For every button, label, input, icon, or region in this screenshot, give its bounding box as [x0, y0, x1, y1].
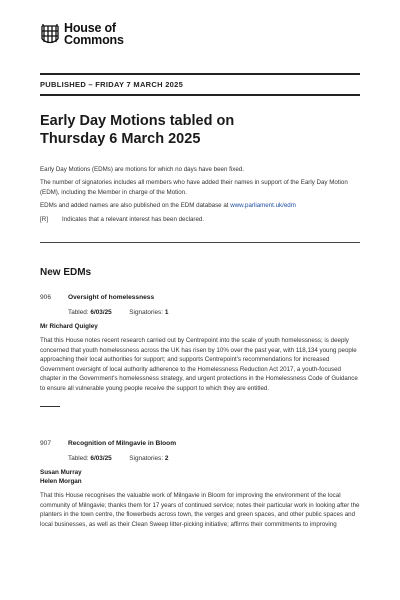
edm-906 [40, 294, 360, 407]
motion-meta [68, 309, 360, 316]
motion-body: That this House notes recent research carried out by Centrepoint into the scale of youth homelessness; is deeply concerned that youth homelessness across the UK has risen by 10% over the past year, with 118,134 young people approaching their local authorities for support; and supports Centrepoint's recommendations for increased Government oversight of local authority adherence to the Homelessness Reduction Act 2017, a youth-focused chapter in the Government's homelessness strategy, and urgent protections in the Homelessness Code of Guidance to ensure all vulnerable young people receive the support to which they are entitled. [40, 337, 358, 392]
document-title [40, 112, 360, 148]
relevant-interest-tag: [R] [40, 215, 48, 223]
relevant-interest-text: Indicates that a relevant interest has been declared. [62, 215, 205, 223]
signatories-label: Signatories: [129, 309, 164, 316]
motion-header [40, 440, 360, 450]
published-date: PUBLISHED – FRIDAY 7 MARCH 2025 [40, 80, 184, 89]
motion-divider [40, 406, 60, 407]
intro-edm-text: EDMs and added names are also published on the EDM database at [40, 202, 231, 210]
motion-header [40, 294, 360, 304]
member-name: Mr Richard Quigley [40, 323, 98, 330]
intro-paragraph-1: Early Day Motions (EDMs) are motions for which no days have been fixed. [40, 166, 244, 173]
title-line-2: Thursday 6 March 2025 [40, 131, 201, 147]
motion-title[interactable]: Oversight of homelessness [68, 294, 155, 301]
motion-number: 907 [40, 440, 52, 447]
signatories-label: Signatories: [129, 455, 164, 462]
header-bottom-rule [40, 94, 360, 96]
relevant-interest-note [40, 215, 360, 224]
member-name: Helen Morgan [40, 478, 82, 485]
tabled-date: 6/03/25 [90, 309, 112, 316]
signatories-count: 2 [164, 455, 169, 462]
logo-line-1: House of [64, 21, 116, 35]
logo-wordmark [64, 22, 124, 46]
motion-members [40, 468, 360, 486]
motion-title[interactable]: Recognition of Milngavie in Bloom [68, 440, 177, 447]
header-top-rule [40, 73, 360, 75]
motion-body: That this House recognises the valuable work of Milngavie in Bloom for improving the environment of the local community of Milngavie; thanks them for 17 years of continued service; notes their particular work in looking after the planters in the town centre, the flowerbeds across town, the verges and green spaces, and other public spaces and local businesses, as well as their Clean Sweep litter-picking initiative; affirms their commitments to improving [40, 492, 360, 528]
logo-line-2: Commons [64, 33, 124, 47]
motion-meta [68, 455, 360, 462]
intro-paragraph-3 [40, 201, 360, 210]
tabled-label: Tabled: [68, 309, 89, 316]
section-title-new-edms: New EDMs [40, 267, 92, 278]
edm-database-link[interactable]: www.parliament.uk/edm [230, 202, 296, 210]
portcullis-icon [40, 23, 60, 45]
motion-number: 906 [40, 294, 52, 301]
title-line-1: Early Day Motions tabled on [40, 113, 235, 129]
intro-divider [40, 242, 360, 243]
signatories-count: 1 [164, 309, 169, 316]
member-name: Susan Murray [40, 469, 82, 476]
intro-text [40, 165, 360, 224]
motion-members [40, 322, 360, 331]
tabled-date: 6/03/25 [90, 455, 112, 462]
edm-907 [40, 440, 360, 529]
intro-paragraph-2: The number of signatories includes all members who have added their names in support of the Early Day Motion (EDM), including the Member in charge of the Motion. [40, 179, 348, 196]
house-of-commons-logo [40, 22, 124, 46]
tabled-label: Tabled: [68, 455, 89, 462]
